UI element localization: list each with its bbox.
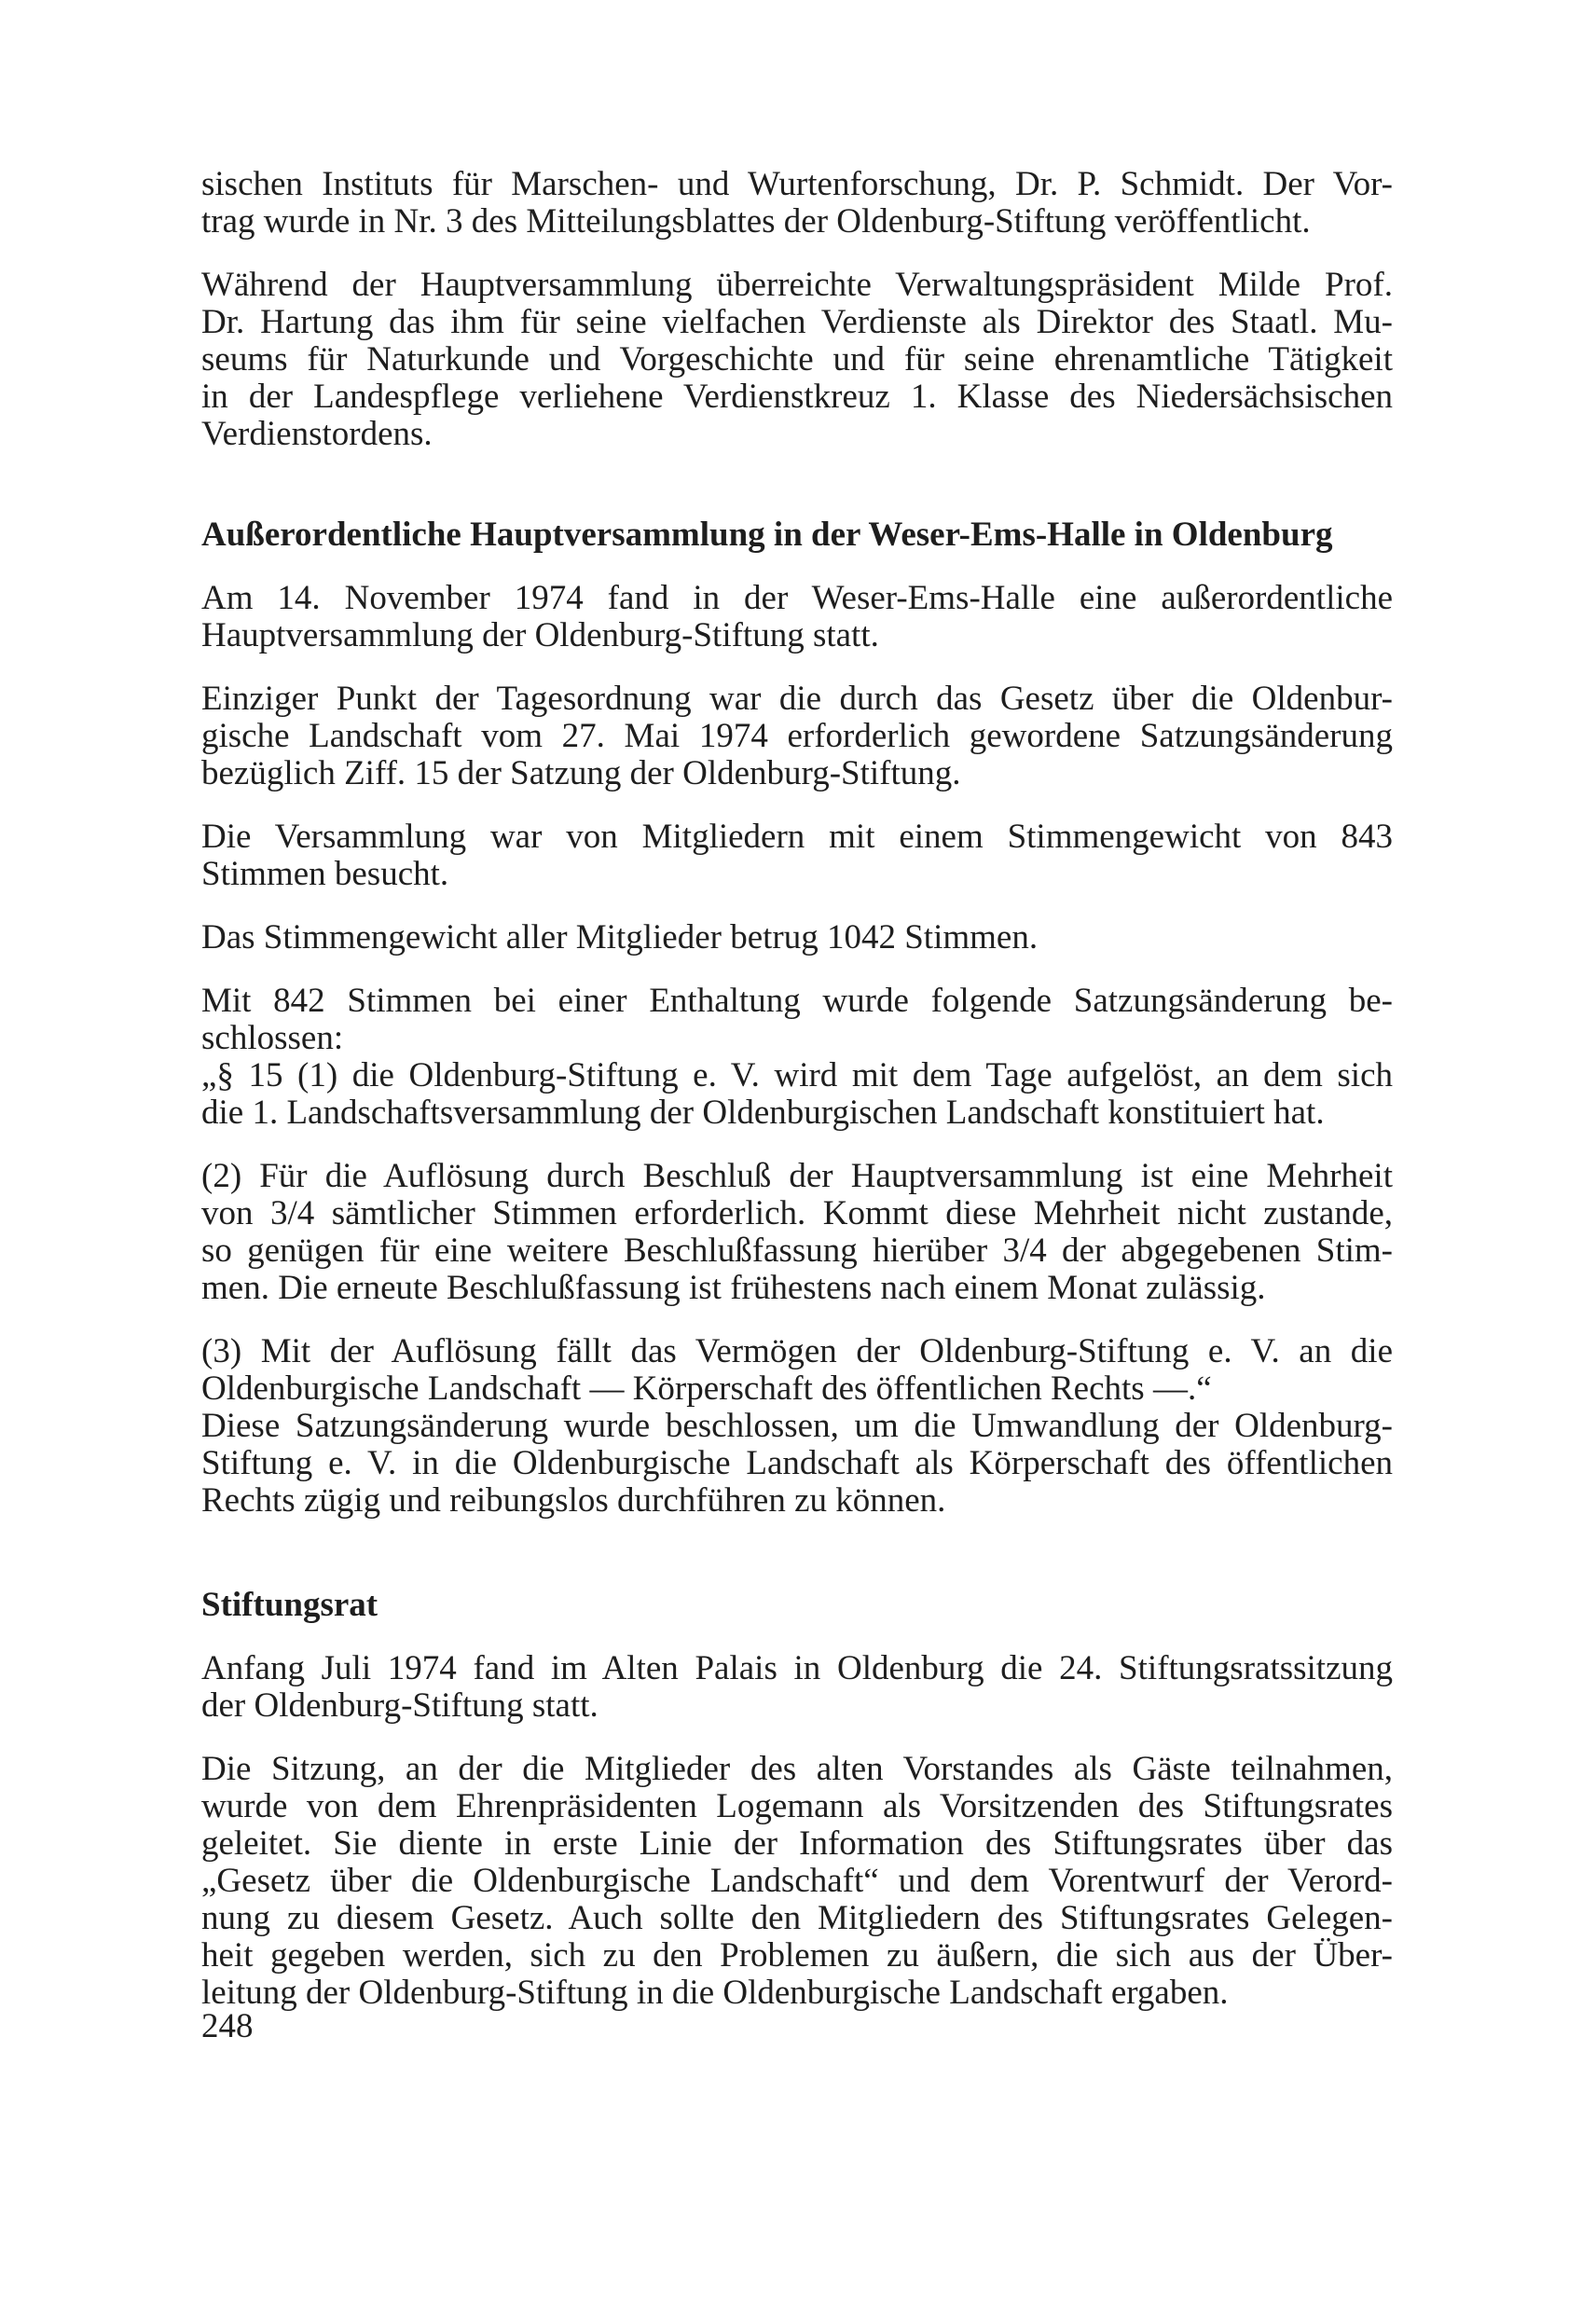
text-line: Anfang Juli 1974 fand im Alten Palais in Oldenburg die 24. Stiftungsratssitzung bbox=[201, 1649, 1393, 1687]
paragraph-agenda bbox=[201, 681, 1393, 792]
text-line: Verdienstordens. bbox=[201, 415, 433, 453]
text-line: Stimmen besucht. bbox=[201, 855, 449, 893]
section-heading-hauptversammlung: Außerordentliche Hauptversammlung in der Weser-Ems-Halle in Oldenburg bbox=[201, 516, 1333, 554]
paragraph-total-votes bbox=[201, 919, 1393, 956]
paragraph-council-meeting bbox=[201, 1650, 1393, 1725]
text-line: leitung der Oldenburg-Stiftung in die Oldenburgische Landschaft ergaben. bbox=[201, 1974, 1229, 2012]
text-line: Die Sitzung, an der die Mitglieder des alten Vorstandes als Gäste teilnahmen, bbox=[201, 1750, 1393, 1788]
text-line: der Oldenburg-Stiftung statt. bbox=[201, 1686, 598, 1725]
text-line: Oldenburgische Landschaft — Körperschaft des öffentlichen Rechts —.“ bbox=[201, 1369, 1212, 1408]
text-line: „Gesetz über die Oldenburgische Landschaft“ und dem Vorentwurf der Verord- bbox=[201, 1862, 1393, 1900]
paragraph-institute bbox=[201, 166, 1393, 241]
document-page bbox=[201, 166, 1393, 2038]
text-line: Während der Hauptversammlung überreichte Verwaltungspräsident Milde Prof. bbox=[201, 266, 1393, 304]
text-line: nung zu diesem Gesetz. Auch sollte den Mitgliedern des Stiftungsrates Gelegen- bbox=[201, 1899, 1393, 1937]
text-line: Das Stimmengewicht aller Mitglieder betrug 1042 Stimmen. bbox=[201, 918, 1039, 956]
text-line: (3) Mit der Auflösung fällt das Vermögen der Oldenburg-Stiftung e. V. an die bbox=[201, 1332, 1393, 1370]
paragraph-meeting-date bbox=[201, 580, 1393, 654]
text-line: Hauptversammlung der Oldenburg-Stiftung statt. bbox=[201, 616, 879, 654]
text-line: gische Landschaft vom 27. Mai 1974 erforderlich gewordene Satzungsänderung bbox=[201, 717, 1393, 755]
text-line: in der Landespflege verliehene Verdienstkreuz 1. Klasse des Niedersächsischen bbox=[201, 378, 1393, 416]
paragraph-statute-3 bbox=[201, 1333, 1393, 1408]
text-line: Am 14. November 1974 fand in der Weser-Ems-Halle eine außerordentliche bbox=[201, 579, 1393, 617]
section-heading-stiftungsrat: Stiftungsrat bbox=[201, 1586, 378, 1624]
text-line: schlossen: bbox=[201, 1019, 344, 1057]
text-line: Mit 842 Stimmen bei einer Enthaltung wurde folgende Satzungsänderung be- bbox=[201, 982, 1393, 1020]
text-line: „§ 15 (1) die Oldenburg-Stiftung e. V. wird mit dem Tage aufgelöst, an dem sich bbox=[201, 1056, 1393, 1094]
text-line: seums für Naturkunde und Vorgeschichte und für seine ehrenamtliche Tätigkeit bbox=[201, 340, 1393, 378]
text-line: men. Die erneute Beschlußfassung ist frühestens nach einem Monat zulässig. bbox=[201, 1269, 1266, 1307]
text-line: Rechts zügig und reibungslos durchführen zu können. bbox=[201, 1481, 946, 1520]
text-line: sischen Instituts für Marschen- und Wurtenforschung, Dr. P. Schmidt. Der Vor- bbox=[201, 165, 1393, 203]
text-line: wurde von dem Ehrenpräsidenten Logemann als Vorsitzenden des Stiftungsrates bbox=[201, 1787, 1393, 1825]
text-line: trag wurde in Nr. 3 des Mitteilungsblattes der Oldenburg-Stiftung veröffentlicht. bbox=[201, 202, 1311, 241]
paragraph-statute-2 bbox=[201, 1158, 1393, 1307]
paragraph-council-session bbox=[201, 1751, 1393, 2012]
paragraph-purpose bbox=[201, 1408, 1393, 1520]
paragraph-resolution bbox=[201, 983, 1393, 1057]
text-line: Dr. Hartung das ihm für seine vielfachen Verdienste als Direktor des Staatl. Mu- bbox=[201, 303, 1393, 341]
text-line: die 1. Landschaftsversammlung der Oldenburgischen Landschaft konstituiert hat. bbox=[201, 1094, 1325, 1132]
text-line: heit gegeben werden, sich zu den Problemen zu äußern, die sich aus der Über- bbox=[201, 1936, 1393, 1975]
text-line: Diese Satzungsänderung wurde beschlossen, um die Umwandlung der Oldenburg- bbox=[201, 1407, 1393, 1445]
text-line: geleitet. Sie diente in erste Linie der Information des Stiftungsrates über das bbox=[201, 1824, 1393, 1863]
text-line: bezüglich Ziff. 15 der Satzung der Oldenburg-Stiftung. bbox=[201, 754, 961, 792]
page-number: 248 bbox=[201, 2007, 254, 2045]
text-line: von 3/4 sämtlicher Stimmen erforderlich. Kommt diese Mehrheit nicht zustande, bbox=[201, 1194, 1393, 1232]
text-line: so genügen für eine weitere Beschlußfassung hierüber 3/4 der abgegebenen Stim- bbox=[201, 1232, 1393, 1270]
paragraph-statute-1 bbox=[201, 1057, 1393, 1132]
text-line: Die Versammlung war von Mitgliedern mit einem Stimmengewicht von 843 bbox=[201, 818, 1393, 856]
paragraph-award bbox=[201, 267, 1393, 453]
text-line: Einziger Punkt der Tagesordnung war die durch das Gesetz über die Oldenbur- bbox=[201, 680, 1393, 718]
paragraph-attendance bbox=[201, 819, 1393, 893]
text-line: (2) Für die Auflösung durch Beschluß der Hauptversammlung ist eine Mehrheit bbox=[201, 1157, 1393, 1195]
text-line: Stiftung e. V. in die Oldenburgische Landschaft als Körperschaft des öffentlichen bbox=[201, 1444, 1393, 1482]
